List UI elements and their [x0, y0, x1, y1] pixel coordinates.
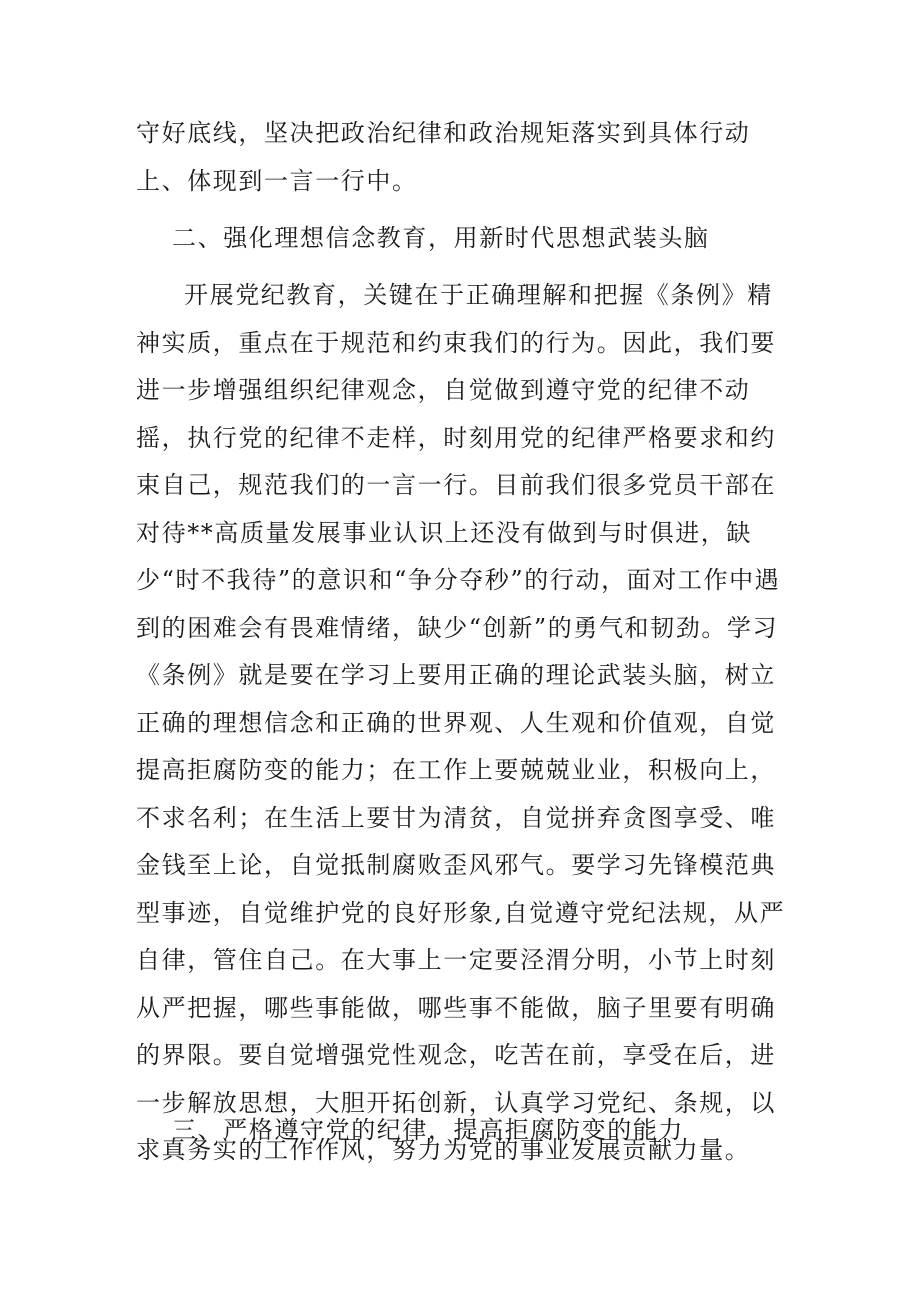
continuation-paragraph: 守好底线，坚决把政治纪律和政治规矩落实到具体行动上、体现到一言一行中。 — [136, 119, 751, 195]
section-2-body: 开展党纪教育，关键在于正确理解和把握《条例》精神实质，重点在于规范和约束我们的行为。因此，我们要进一步增强组织纪律观念，自觉做到遵守党的纪律不动摇，执行党的纪律不走样，时刻用党的纪律严格要求和约束自己，规范我们的一言一行。目前我们很多党员干部在对待**高质量发展事业认识上还没有做到与时俱进，缺少“时不我待”的意识和“争分夺秒”的行动，面对工作中遇到的困难会有畏难情绪，缺少“创新”的勇气和韧劲。学习《条例》就是要在学习上要用正确的理论武装头脑，树立正确的理想信念和正确的世界观、人生观和价值观，自觉提高拒腐防变的能力；在工作上要兢兢业业，积极向上，不求名利；在生活上要甘为清贫，自觉拼弃贪图享受、唯金钱至上论，自觉抵制腐败歪风邪气。要学习先锋模范典型事迹，自觉维护党的良好形象,自觉遵守党纪法规，从严自律，管住自己。在大事上一定要泾渭分明，小节上时刻从严把握，哪些事能做，哪些事不能做，脑子里要有明确的界限。要自觉增强党性观念，吃苦在前，享受在后，进一步解放思想，大胆开拓创新，认真学习党纪、条规，以求真务实的工作作风，努力为党的事业发展贡献力量。 — [136, 281, 786, 1164]
section-3-heading: 三、严格遵守党的纪律，提高拒腐防变的能力 — [172, 1116, 684, 1144]
section-2-heading: 二、强化理想信念教育，用新时代思想武装头脑 — [172, 224, 710, 252]
